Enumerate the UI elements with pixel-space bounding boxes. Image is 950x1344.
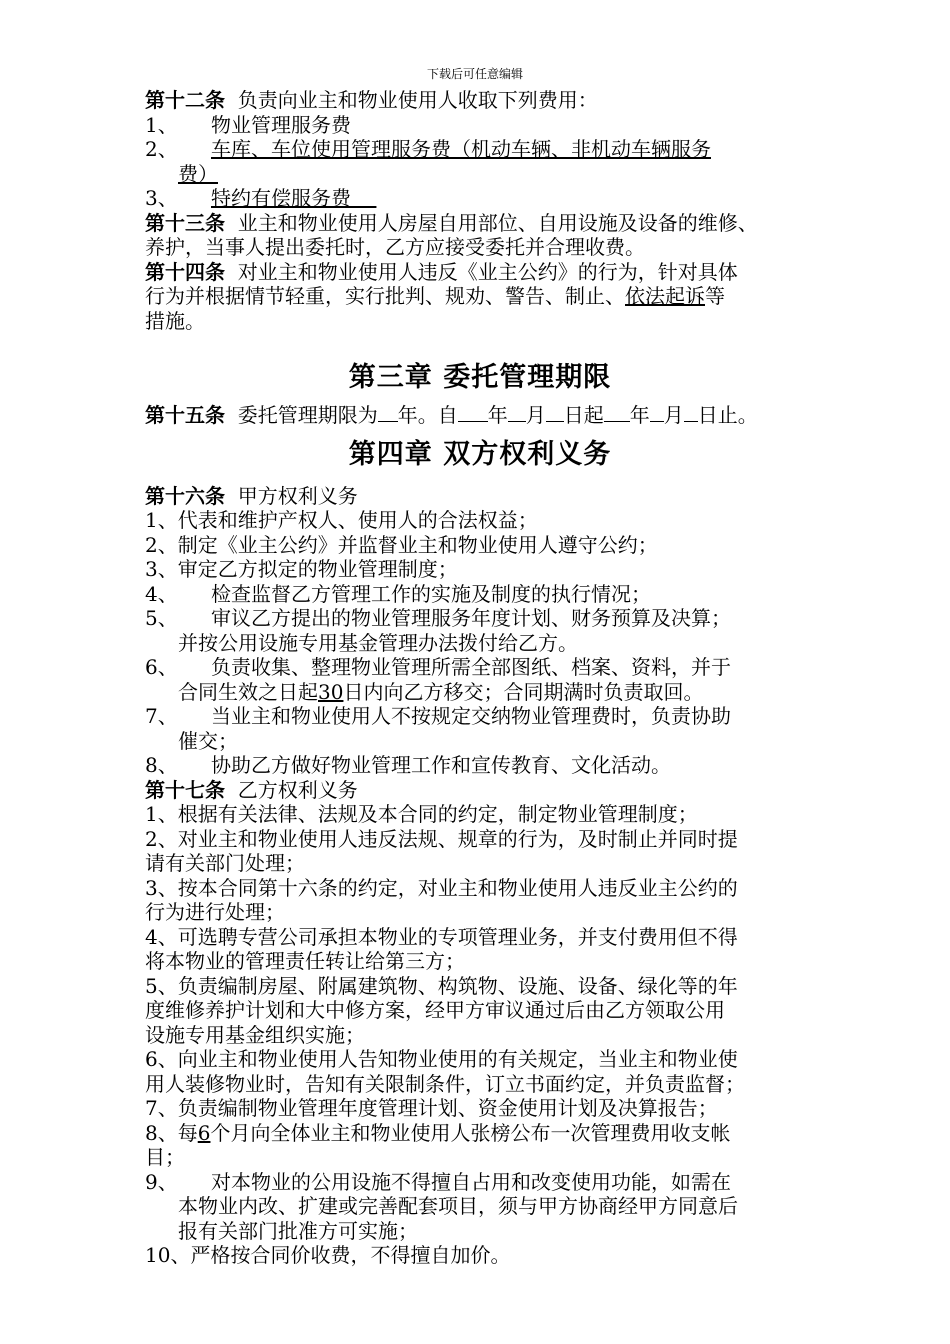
- list-item-continued: 目；: [145, 1145, 185, 1169]
- list-item: [145, 704, 815, 729]
- article-text: 业主和物业使用人房屋自用部位、自用设施及设备的维修、: [237, 210, 758, 235]
- item-text: 当业主和物业使用人不按规定交纳物业管理费时，负责协助: [211, 704, 731, 728]
- list-item: 7、负责编制物业管理年度管理计划、资金使用计划及决算报告；: [145, 1096, 718, 1120]
- text-segment: 月: [525, 403, 546, 427]
- text-segment: 日内向乙方移交；合同期满时负责取回。: [343, 679, 704, 704]
- chapter-heading: 第四章 双方权利义务: [348, 438, 612, 470]
- item-text: 审议乙方提出的物业管理服务年度计划、财务预算及决算；: [211, 606, 731, 630]
- text-segment: 年: [487, 403, 508, 427]
- article-title: 第十六条: [145, 483, 225, 508]
- blank-field: [684, 403, 698, 422]
- item-text: 特约有偿服务费: [211, 186, 351, 210]
- text-segment: 日止。: [697, 403, 758, 427]
- underlined-text: 依法起诉: [625, 284, 705, 308]
- list-item: [145, 1170, 815, 1195]
- item-number: 1、: [145, 112, 178, 137]
- list-item: [145, 137, 815, 162]
- page-header: 下载后可任意编辑: [426, 67, 523, 81]
- article-text-line: 措施。: [145, 308, 205, 333]
- item-number: 7、: [145, 704, 178, 728]
- text-segment: 合同生效之日起: [178, 679, 318, 704]
- article-12: [145, 88, 815, 113]
- item-number: 3、: [145, 186, 178, 210]
- list-item: [145, 606, 815, 631]
- list-item-continued: 催交；: [178, 728, 238, 753]
- item-text: 检查监督乙方管理工作的实施及制度的执行情况；: [211, 581, 651, 606]
- list-item: [145, 113, 815, 138]
- item-number: 6、: [145, 655, 178, 679]
- list-item: 6、向业主和物业使用人告知物业使用的有关规定，当业主和物业使: [145, 1047, 738, 1071]
- underline-blank: [351, 186, 376, 210]
- list-item-continued: 行为进行处理；: [145, 900, 285, 924]
- text-segment: 等: [705, 284, 725, 308]
- list-item: [145, 1121, 815, 1146]
- text-segment: 个月向全体业主和物业使用人张榜公布一次管理费用收支帐: [210, 1120, 731, 1145]
- article-16: [145, 484, 815, 509]
- article-text-line: [145, 284, 815, 309]
- article-14: [145, 260, 815, 285]
- article-title: 第十三条: [145, 210, 225, 235]
- item-number: 8、: [145, 753, 178, 777]
- list-item: [145, 655, 815, 680]
- document-body: [145, 88, 815, 1268]
- article-title: 第十二条: [145, 88, 225, 112]
- text-segment: 月: [663, 403, 684, 427]
- item-number: 4、: [145, 581, 178, 606]
- list-item-continued: 度维修养护计划和大中修方案，经甲方审议通过后由乙方领取公用: [145, 998, 725, 1022]
- list-item: 10、严格按合同价收费，不得擅自加价。: [145, 1243, 511, 1267]
- item-text: 协助乙方做好物业管理工作和宣传教育、文化活动。: [211, 753, 671, 777]
- blank-field: [650, 403, 664, 422]
- list-item: 4、可选聘专营公司承担本物业的专项管理业务，并支付费用但不得: [145, 924, 738, 949]
- list-item-continued: 设施专用基金组织实施；: [145, 1022, 365, 1047]
- article-15: [145, 403, 815, 428]
- list-item: 2、对业主和物业使用人违反法规、规章的行为，及时制止并同时提: [145, 826, 738, 851]
- list-item-continued: 请有关部门处理；: [145, 851, 305, 875]
- list-item-continued: 本物业内改、扩建或完善配套项目，须与甲方协商经甲方同意后: [178, 1194, 738, 1218]
- item-number: 9、: [145, 1169, 178, 1194]
- article-title: 第十七条: [145, 777, 225, 802]
- blank-field: [546, 403, 564, 422]
- article-text: 对业主和物业使用人违反《业主公约》的行为，针对具体: [237, 259, 738, 284]
- text-segment: 年: [629, 403, 650, 427]
- list-item-continued: 将本物业的管理责任转让给第三方；: [145, 949, 465, 973]
- blank-field: [508, 403, 526, 422]
- article-text-line: 养护，当事人提出委托时，乙方应接受委托并合理收费。: [145, 235, 645, 259]
- item-number: 5、: [145, 606, 178, 630]
- list-item: [145, 582, 815, 607]
- article-17: [145, 778, 815, 803]
- list-item: 3、审定乙方拟定的物业管理制度；: [145, 557, 458, 581]
- underlined-text: 6: [197, 1120, 211, 1145]
- list-item: 1、根据有关法律、法规及本合同的约定，制定物业管理制度；: [145, 802, 698, 826]
- article-13: [145, 211, 815, 236]
- item-text: 物业管理服务费: [211, 112, 351, 137]
- blank-field: [458, 403, 488, 422]
- item-number: 2、: [145, 137, 178, 161]
- list-item: 2、制定《业主公约》并监督业主和物业使用人遵守公约；: [145, 532, 658, 557]
- list-item-continued: 报有关部门批准方可实施；: [178, 1218, 418, 1243]
- list-item-continued: 用人装修物业时，告知有关限制条件，订立书面约定，并负责监督；: [145, 1071, 745, 1096]
- item-text: 对本物业的公用设施不得擅自占用和改变使用功能，如需在: [211, 1169, 731, 1194]
- item-text: 负责收集、整理物业管理所需全部图纸、档案、资料，并于: [211, 655, 731, 679]
- list-item: [145, 186, 815, 211]
- list-item-continued: [145, 680, 815, 705]
- blank-field: [378, 403, 398, 422]
- list-item-continued: [145, 162, 815, 187]
- article-text: 乙方权利义务: [237, 777, 358, 802]
- list-item: 5、负责编制房屋、附属建筑物、构筑物、设施、设备、绿化等的年: [145, 973, 738, 998]
- blank-field: [604, 403, 630, 422]
- list-item: [145, 753, 815, 778]
- article-text: 甲方权利义务: [237, 483, 358, 508]
- text-segment: 年。自: [397, 403, 458, 427]
- text-segment: 日起: [563, 403, 604, 427]
- list-item: 1、代表和维护产权人、使用人的合法权益；: [145, 508, 538, 532]
- text-segment: 委托管理期限为: [237, 403, 378, 427]
- underlined-text: 30: [318, 679, 344, 704]
- article-title: 第十五条: [145, 403, 225, 427]
- article-text: 负责向业主和物业使用人收取下列费用：: [237, 88, 598, 112]
- item-text: 费）: [178, 161, 218, 186]
- chapter-heading: 第三章 委托管理期限: [348, 362, 612, 393]
- text-segment: 行为并根据情节轻重，实行批判、规劝、警告、制止、: [145, 284, 625, 308]
- list-item: 3、按本合同第十六条的约定，对业主和物业使用人违反业主公约的: [145, 875, 738, 900]
- list-item-continued: 并按公用设施专用基金管理办法拨付给乙方。: [178, 630, 578, 655]
- article-title: 第十四条: [145, 259, 225, 284]
- text-segment: 8、每: [145, 1120, 198, 1145]
- item-text: 车库、车位使用管理服务费（机动车辆、非机动车辆服务: [211, 137, 711, 161]
